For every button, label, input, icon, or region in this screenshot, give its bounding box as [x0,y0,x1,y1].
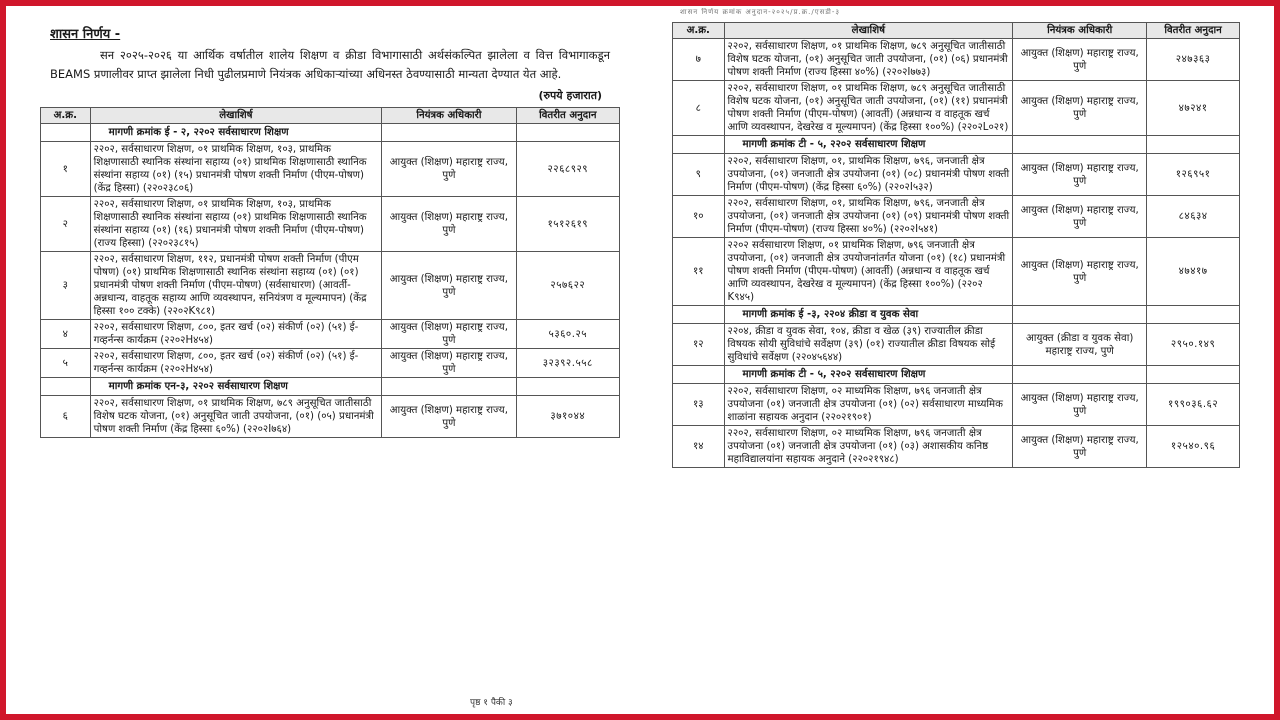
row-officer: आयुक्त (शिक्षण) महाराष्ट्र राज्य, पुणे [382,252,516,320]
row-serial: ८ [673,81,725,136]
row-account-head: २२०२, सर्वसाधारण शिक्षण, ०१, प्राथमिक शिक्षण, ७९६, जनजाती क्षेत्र उपयोजना, (०१) जनजाती क्षेत्र उपयोजना (०१) (०८) प्रधानमंत्री पोषण शक्ती निर्माण (पीएम-पोषण) (केंद्र हिस्सा ६०%) (२२०२I५३२) [724,154,1013,196]
section-spacer [673,306,725,324]
row-account-head: २२०२, सर्वसाधारण शिक्षण, ०१, प्राथमिक शिक्षण, ७९६, जनजाती क्षेत्र उपयोजना, (०१) जनजाती क्षेत्र उपयोजना (०१) (०९) प्रधानमंत्री पोषण शक्ती निर्माण (पीएम-पोषण) (राज्य हिस्सा ४०%) (२२०२I५४१) [724,196,1013,238]
row-officer: आयुक्त (शिक्षण) महाराष्ट्र राज्य, पुणे [1013,426,1147,468]
row-amount: २५७६२२ [516,252,619,320]
table-row [41,142,620,197]
table-row [41,252,620,320]
table-row [673,426,1240,468]
row-officer: आयुक्त (शिक्षण) महाराष्ट्र राज्य, पुणे [382,197,516,252]
row-officer: आयुक्त (शिक्षण) महाराष्ट्र राज्य, पुणे [1013,154,1147,196]
section-title: मागणी क्रमांक ई -३, २२०४ क्रीडा व युवक सेवा [724,306,1013,324]
row-account-head: २२०२, सर्वसाधारण शिक्षण, ०१ प्राथमिक शिक्षण, ७८९ अनुसूचित जातीसाठी विशेष घटक योजना, (०१) अनुसूचित जाती उपयोजना, (०१) (०६) प्रधानमंत्री पोषण शक्ती निर्माण (राज्य हिस्सा ४०%) (२२०२I७७३) [724,39,1013,81]
row-amount: १२५४०.९६ [1147,426,1240,468]
section-spacer [673,366,725,384]
row-amount: २४७३६३ [1147,39,1240,81]
col-header-account-head: लेखाशिर्ष [90,108,382,124]
row-officer: आयुक्त (शिक्षण) महाराष्ट्र राज्य, पुणे [1013,196,1147,238]
document-page-left [40,20,620,710]
row-account-head: २२०२ सर्वसाधारण शिक्षण, ०१ प्राथमिक शिक्षण, ७९६ जनजाती क्षेत्र उपयोजना, (०१) जनजाती क्षेत्र उपयोजनांतर्गत योजना (०१) (१८) प्रधानमंत्री पोषण शक्ती निर्माण (पीएम-पोषण) (आवर्ती) (अन्नधान्य व वाहतूक खर्च आणि व्यवस्थापन, देखरेख व मूल्यमापन) (केंद्र हिस्सा १००%) (२२०२ K९४५) [724,238,1013,306]
units-label: (रुपये हजारात) [538,89,602,102]
order-heading: शासन निर्णय - [50,27,121,42]
row-officer: आयुक्त (शिक्षण) महाराष्ट्र राज्य, पुणे [382,396,516,438]
row-amount: १२६९५१ [1147,154,1240,196]
section-title: मागणी क्रमांक टी - ५, २२०२ सर्वसाधारण शिक्षण [724,366,1013,384]
row-serial: ६ [41,396,91,438]
section-row [41,378,620,396]
section-title: मागणी क्रमांक टी - ५, २२०२ सर्वसाधारण शिक्षण [724,136,1013,154]
page-top-header: शासन निर्णय क्रमांक अनुदान-२०२५/प्र.क्र./एसडी-३ [680,8,841,16]
section-spacer [41,378,91,396]
col-header-amount: वितरीत अनुदान [516,108,619,124]
row-officer: आयुक्त (शिक्षण) महाराष्ट्र राज्य, पुणे [1013,238,1147,306]
row-officer: आयुक्त (शिक्षण) महाराष्ट्र राज्य, पुणे [382,142,516,197]
table-row [41,349,620,378]
table-header-row [41,108,620,124]
row-amount: ३७१०४४ [516,396,619,438]
table-header-row [673,23,1240,39]
section-spacer [673,136,725,154]
table-row [673,238,1240,306]
table-row [673,324,1240,366]
row-serial: २ [41,197,91,252]
row-serial: १३ [673,384,725,426]
row-officer: आयुक्त (शिक्षण) महाराष्ट्र राज्य, पुणे [382,320,516,349]
row-serial: ११ [673,238,725,306]
row-amount: ३२३९२.५५८ [516,349,619,378]
section-row [673,366,1240,384]
table-row [41,320,620,349]
section-row [673,136,1240,154]
table-row [41,396,620,438]
row-account-head: २२०२, सर्वसाधारण शिक्षण, ०२ माध्यमिक शिक्षण, ७९६ जनजाती क्षेत्र उपयोजना (०१) जनजाती क्षेत्र उपयोजना (०१) (०२) सर्वसाधारण माध्यमिक शाळांना सहायक अनुदान (२२०२१९०१) [724,384,1013,426]
section-title: मागणी क्रमांक ई - २, २२०२ सर्वसाधारण शिक्षण [90,124,382,142]
section-row [673,306,1240,324]
row-serial: ३ [41,252,91,320]
row-account-head: २२०४, क्रीडा व युवक सेवा, १०४, क्रीडा व खेळ (३९) राज्यातील क्रीडा विषयक सोयी सुविधांचे सर्वेक्षण (३९) (०१) राज्यातील क्रीडा विषयक सोई सुविधांचे सर्वेक्षण (२२०४५६४४) [724,324,1013,366]
page-footer: पृष्ठ १ पैकी ३ [470,698,513,708]
row-account-head: २२०२, सर्वसाधारण शिक्षण, ११२, प्रधानमंत्री पोषण शक्ती निर्माण (पीएम पोषण) (०१) प्राथमिक शिक्षणासाठी स्थानिक संस्थांना सहाय्य (०१) (०१) प्रधानमंत्री पोषण शक्ती निर्माण (पीएम-पोषण) (सर्वसाधारण) (आवर्ती-अन्नधान्य, वाहतूक सहाय्य आणि व्यवस्थापन, सनियंत्रण व मूल्यमापन) (केंद्र हिस्सा १०० टक्के) (२२०२K९८१) [90,252,382,320]
row-officer: आयुक्त (शिक्षण) महाराष्ट्र राज्य, पुणे [1013,384,1147,426]
row-serial: ४ [41,320,91,349]
table-row [673,81,1240,136]
row-officer: आयुक्त (क्रीडा व युवक सेवा) महाराष्ट्र राज्य, पुणे [1013,324,1147,366]
col-header-sr: अ.क्र. [41,108,91,124]
row-amount: ५३६०.२५ [516,320,619,349]
row-officer: आयुक्त (शिक्षण) महाराष्ट्र राज्य, पुणे [1013,81,1147,136]
row-account-head: २२०२, सर्वसाधारण शिक्षण, ०१ प्राथमिक शिक्षण, १०३, प्राथमिक शिक्षणासाठी स्थानिक संस्थांना सहाय्य (०१) प्राथमिक शिक्षणासाठी स्थानिक संस्थांना सहाय्य (०१) (१६) प्रधानमंत्री पोषण शक्ती निर्माण (पीएम-पोषण) (राज्य हिस्सा) (२२०२३८१५) [90,197,382,252]
section-title: मागणी क्रमांक एन-३, २२०२ सर्वसाधारण शिक्षण [90,378,382,396]
row-account-head: २२०२, सर्वसाधारण शिक्षण, ०१ प्राथमिक शिक्षण, ७८९ अनुसूचित जातीसाठी विशेष घटक योजना, (०१) अनुसूचित जाती उपयोजना, (०१) (११) प्रधानमंत्री पोषण शक्ती निर्माण (पीएम-पोषण) (आवर्ती) (अन्नधान्य व वाहतूक खर्च आणि व्यवस्थापन, देखरेख व मूल्यमापन) (केंद्र हिस्सा १००%) (२२०२L०२१) [724,81,1013,136]
row-account-head: २२०२, सर्वसाधारण शिक्षण, ०१ प्राथमिक शिक्षण, १०३, प्राथमिक शिक्षणासाठी स्थानिक संस्थांना सहाय्य (०१) प्राथमिक शिक्षणासाठी स्थानिक संस्थांना सहाय्य (०१) (१५) प्रधानमंत्री पोषण शक्ती निर्माण (पीएम-पोषण) (केंद्र हिस्सा) (२२०२३८०६) [90,142,382,197]
row-serial: १ [41,142,91,197]
row-serial: १२ [673,324,725,366]
row-amount: ४७२४१ [1147,81,1240,136]
document-page-right [672,8,1240,708]
row-amount: २२६८९२९ [516,142,619,197]
row-officer: आयुक्त (शिक्षण) महाराष्ट्र राज्य, पुणे [1013,39,1147,81]
row-amount: ८४६३४ [1147,196,1240,238]
row-amount: १९९०३६.६२ [1147,384,1240,426]
table-row [673,384,1240,426]
row-amount: २९५०.१४९ [1147,324,1240,366]
row-account-head: २२०२, सर्वसाधारण शिक्षण, ८००, इतर खर्च (०२) संकीर्ण (०२) (५१) ई-गव्हर्नन्स कार्यक्रम (२२०२H४५४) [90,349,382,378]
col-header-sr: अ.क्र. [673,23,725,39]
row-officer: आयुक्त (शिक्षण) महाराष्ट्र राज्य, पुणे [382,349,516,378]
col-header-officer: नियंत्रक अधिकारी [1013,23,1147,39]
order-paragraph: सन २०२५-२०२६ या आर्थिक वर्षातील शालेय शिक्षण व क्रीडा विभागासाठी अर्थसंकल्पित झालेला व वित्त विभागाकडून BEAMS प्रणालीवर प्राप्त झालेला निधी पुढीलप्रमाणे नियंत्रक अधिकाऱ्यांच्या अधिनस्त ठेवण्यासाठी मान्यता देण्यात येत आहे. [50,48,610,81]
table-row [673,39,1240,81]
row-account-head: २२०२, सर्वसाधारण शिक्षण, ०१ प्राथमिक शिक्षण, ७८९ अनुसूचित जातीसाठी विशेष घटक योजना, (०१) अनुसूचित जाती उपयोजना, (०१) (०५) प्रधानमंत्री पोषण शक्ती निर्माण (केंद्र हिस्सा ६०%) (२२०२I७६४) [90,396,382,438]
col-header-officer: नियंत्रक अधिकारी [382,108,516,124]
row-account-head: २२०२, सर्वसाधारण शिक्षण, ८००, इतर खर्च (०२) संकीर्ण (०२) (५१) ई-गव्हर्नन्स कार्यक्रम (२२०२H४५४) [90,320,382,349]
row-serial: ९ [673,154,725,196]
row-serial: १४ [673,426,725,468]
row-account-head: २२०२, सर्वसाधारण शिक्षण, ०२ माध्यमिक शिक्षण, ७९६ जनजाती क्षेत्र उपयोजना (०१) जनजाती क्षेत्र उपयोजना (०१) (०३) अशासकीय कनिष्ठ महाविद्यालयांना सहायक अनुदाने (२२०२१९४८) [724,426,1013,468]
row-amount: ४७४१७ [1147,238,1240,306]
row-amount: १५१२६१९ [516,197,619,252]
row-serial: ७ [673,39,725,81]
row-serial: १० [673,196,725,238]
table-row [41,197,620,252]
col-header-account-head: लेखाशिर्ष [724,23,1013,39]
table-row [673,154,1240,196]
grant-table-left [40,107,620,438]
row-serial: ५ [41,349,91,378]
grant-table-right [672,22,1240,468]
table-row [673,196,1240,238]
section-spacer [41,124,91,142]
col-header-amount: वितरीत अनुदान [1147,23,1240,39]
section-row [41,124,620,142]
